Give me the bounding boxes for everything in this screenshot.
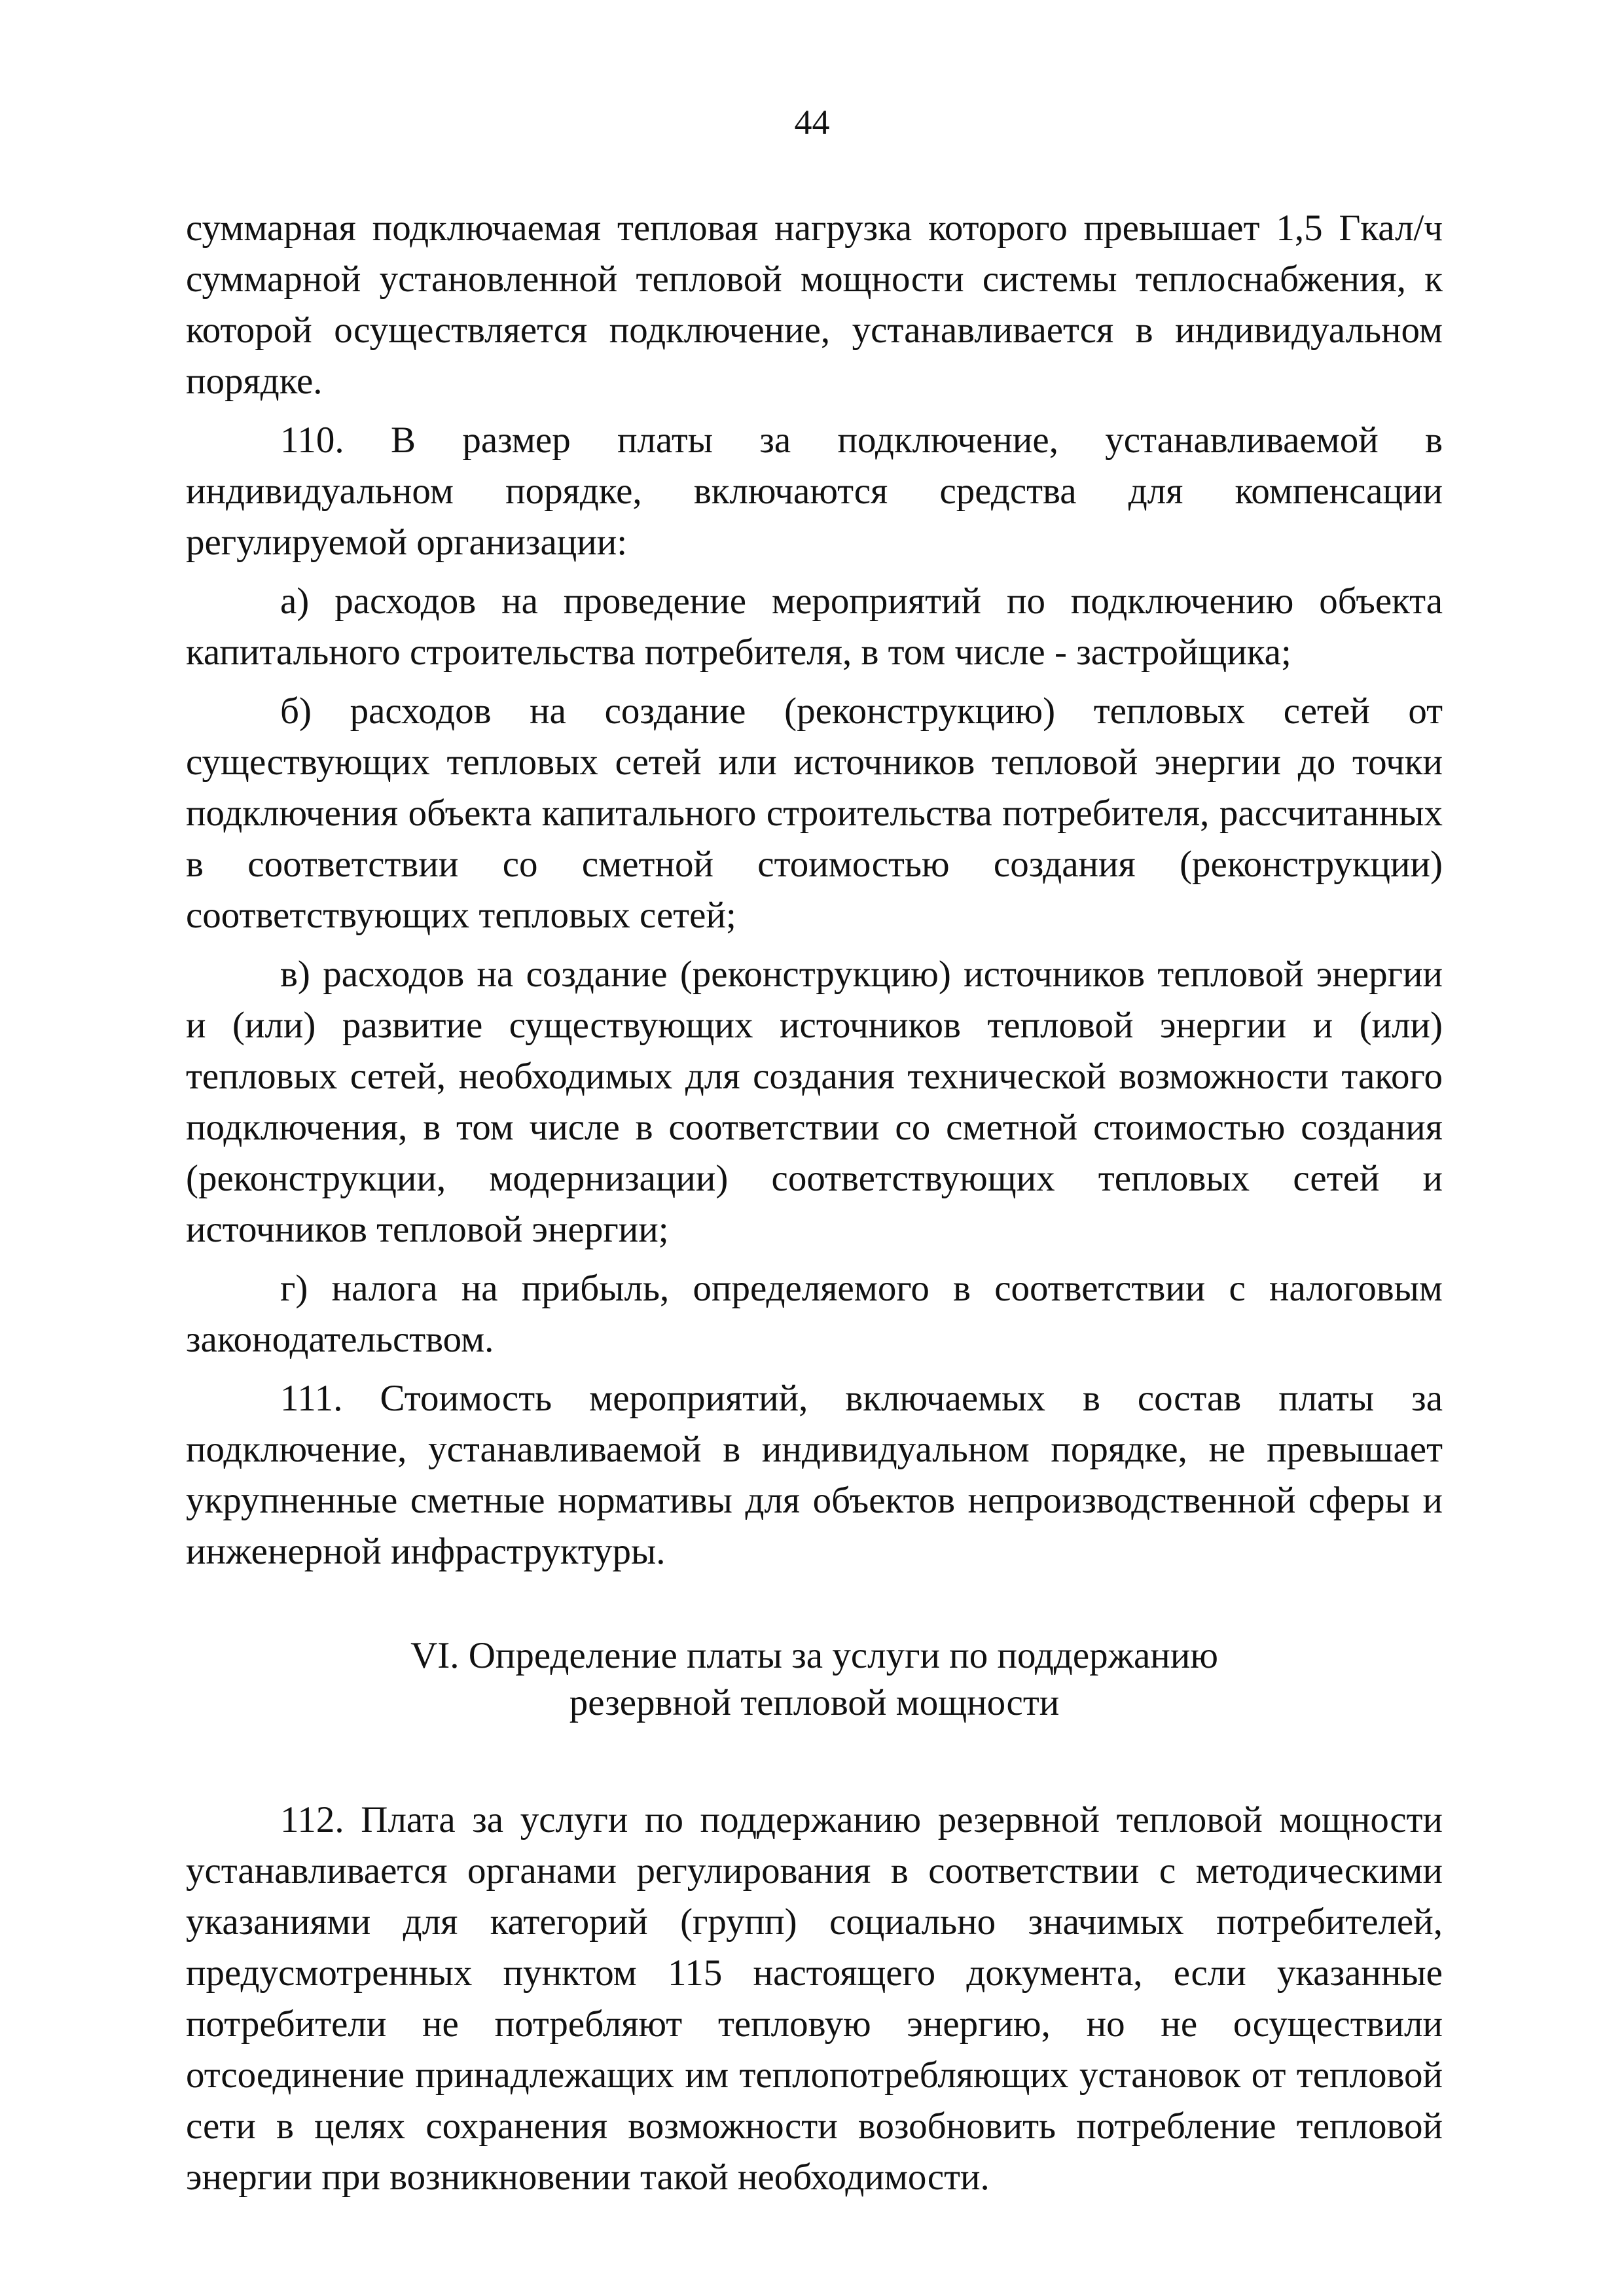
section-heading-line-2: резервной тепловой мощности [569,1682,1060,1723]
paragraph-110-b: б) расходов на создание (реконструкцию) тепловых сетей от существующих тепловых сетей или источников тепловой энергии до точки подключения объекта капитального строительства потребителя, рассчитанных в соответствии со сметной стоимостью создания (реконструкции) соответствующих тепловых сетей; [186,691,1443,936]
section-heading [186,1632,1443,1727]
paragraph-continued: суммарная подключаемая тепловая нагрузка которого превышает 1,5 Гкал/ч суммарной установленной тепловой мощности системы теплоснабжения, к которой осуществляется подключение, устанавливается в индивидуальном порядке. [186,207,1443,402]
paragraph-110: 110. В размер платы за подключение, устанавливаемой в индивидуальном порядке, включаются средства для компенсации регулируемой организации: [186,420,1443,563]
page-number: 44 [794,103,830,142]
document-body [186,203,1443,2203]
paragraph-112: 112. Плата за услуги по поддержанию резервной тепловой мощности устанавливается органами регулирования в соответствии с методическими указаниями для категорий (групп) социально значимых потребителей, предусмотренных пунктом 115 настоящего документа, если указанные потребители не потребляют тепловую энергию, но не осуществили отсоединение принадлежащих им теплопотребляющих установок от тепловой сети в целях сохранения возможности возобновить потребление тепловой энергии при возникновении такой необходимости. [186,1799,1443,2198]
paragraph-110-v: в) расходов на создание (реконструкцию) источников тепловой энергии и (или) развитие существующих источников тепловой энергии и (или) тепловых сетей, необходимых для создания технической возможности такого подключения, в том числе в соответствии со сметной стоимостью создания (реконструкции, модернизации) соответствующих тепловых сетей и источников тепловой энергии; [186,954,1443,1250]
section-heading-line-1: VI. Определение платы за услуги по поддержанию [410,1635,1218,1676]
paragraph-111: 111. Стоимость мероприятий, включаемых в состав платы за подключение, устанавливаемой в индивидуальном порядке, не превышает укрупненные сметные нормативы для объектов непроизводственной сферы и инженерной инфраструктуры. [186,1378,1443,1572]
paragraph-110-g: г) налога на прибыль, определяемого в соответствии с налоговым законодательством. [186,1268,1443,1360]
paragraph-110-a: а) расходов на проведение мероприятий по подключению объекта капитального строительства потребителя, в том числе - застройщика; [186,581,1443,673]
